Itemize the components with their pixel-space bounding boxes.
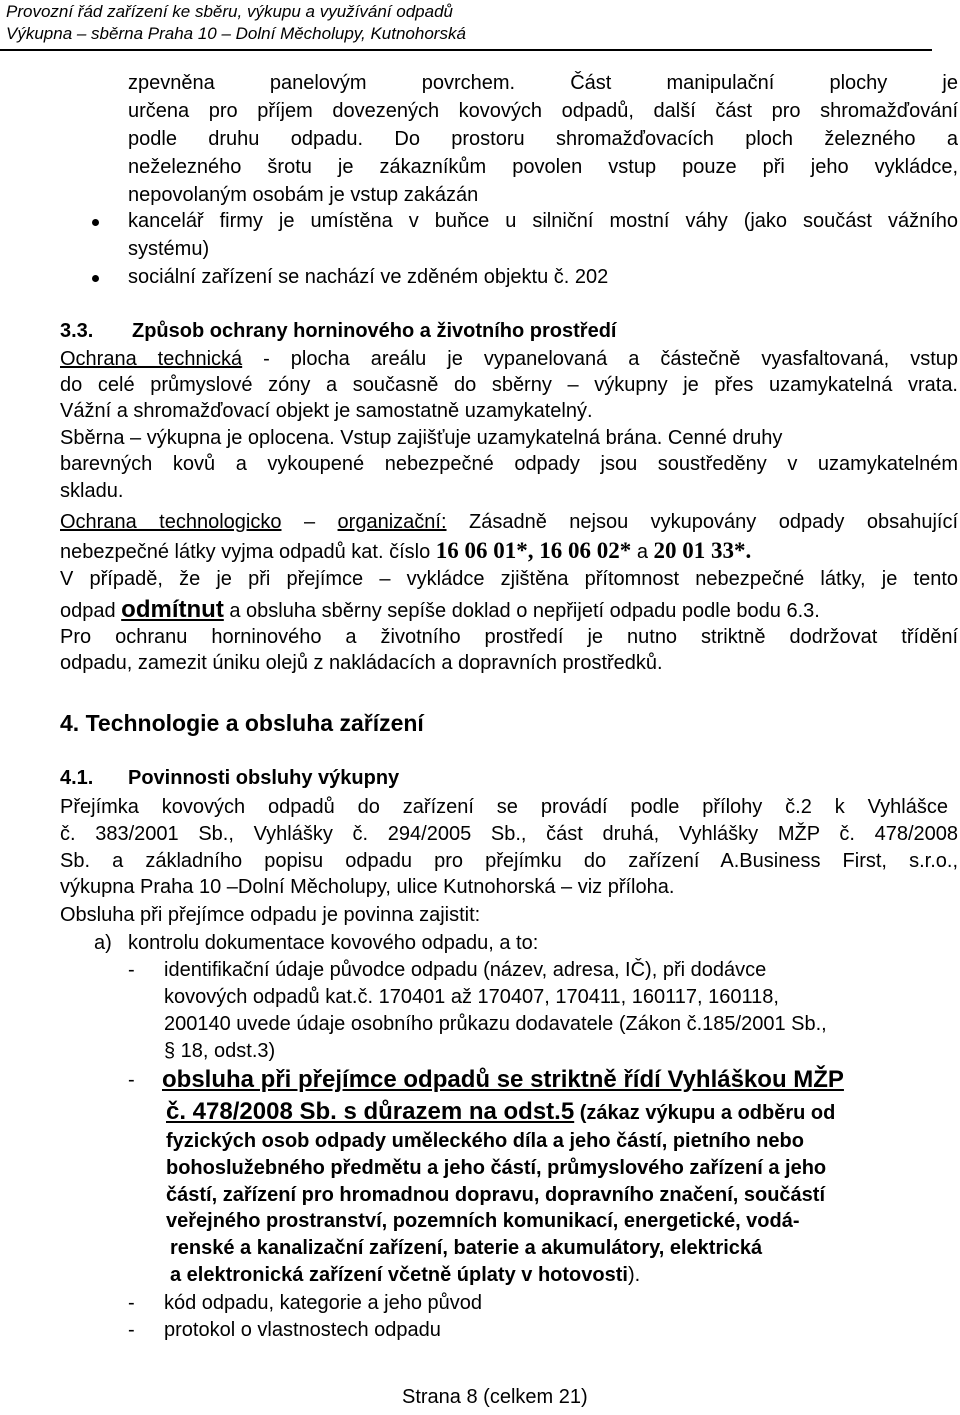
ochrana-technologicko-label: Ochrana technologicko — [60, 511, 282, 533]
section-title: Povinnosti obsluhy výkupny — [128, 767, 400, 789]
bullet-item: kancelář firmy je umístěna v buňce u silniční mostní váhy (jako součást vážního — [128, 210, 958, 232]
sub-item-cont: bohoslužebného předmětu a jeho částí, průmyslového zařízení a jeho — [166, 1157, 827, 1179]
odmitnut-emphasis: odmítnut — [121, 596, 224, 623]
sub-item-cont: částí, zařízení pro hromadnou dopravu, dopravního značení, součástí — [166, 1184, 826, 1206]
intro-line: určena pro příjem dovezených kovových odpadů, další část pro shromažďování — [128, 100, 958, 122]
sub-item: kód odpadu, kategorie a jeho původ — [164, 1292, 483, 1314]
sub-item-cont: kovových odpadů kat.č. 170401 až 170407, 170411, 160117, 160118, — [164, 986, 779, 1008]
sub-item-cont: 200140 uvede údaje osobního průkazu dodavatele (Zákon č.185/2001 Sb., — [164, 1013, 827, 1035]
intro-line: podle druhu odpadu. Do prostoru shromažďovacích ploch železného a — [128, 128, 958, 150]
paragraph-line: barevných kovů a vykoupené nebezpečné odpady jsou soustředěny v uzamykatelném — [60, 453, 958, 475]
paragraph-line: Obsluha při přejímce odpadu je povinna zajistit: — [60, 904, 481, 926]
bullet-icon — [92, 219, 99, 226]
sub-item-cont: renské a kanalizační zařízení, baterie a akumulátory, elektrická — [170, 1237, 763, 1259]
paragraph-line: Ochrana technická - plocha areálu je vypanelovaná a částečně vyasfaltovaná, vstup — [60, 348, 958, 370]
sub-item-cont: č. 478/2008 Sb. s důrazem na odst.5 (zákaz výkupu a odběru od — [166, 1098, 836, 1125]
dash-marker: - — [128, 959, 135, 981]
bullet-icon — [92, 275, 99, 282]
section-title: Způsob ochrany horninového a životního prostředí — [132, 320, 617, 342]
paragraph-line: č. 383/2001 Sb., Vyhlášky č. 294/2005 Sb., část druhá, Vyhlášky MŽP č. 478/2008 — [60, 823, 958, 845]
dash-marker: - — [128, 1319, 135, 1341]
sub-item-cont: § 18, odst.3) — [164, 1040, 276, 1062]
paragraph-line: Sb. a základního popisu odpadu pro přejímku do zařízení A.Business First, s.r.o., — [60, 850, 958, 872]
bullet-item: sociální zařízení se nachází ve zděném objektu č. 202 — [128, 266, 609, 288]
paragraph-line: výkupna Praha 10 –Dolní Měcholupy, ulice Kutnohorská – viz příloha. — [60, 876, 675, 898]
sub-item: identifikační údaje původce odpadu (název, adresa, IČ), při dodávce — [164, 959, 767, 981]
paragraph-line: Ochrana technologicko – organizační: Zásadně nejsou vykupovány odpady obsahující — [60, 511, 958, 533]
chapter-title: 4. Technologie a obsluha zařízení — [60, 710, 424, 736]
intro-line: nepovolaným osobám je vstup zakázán — [128, 184, 479, 206]
header-rule — [0, 49, 932, 51]
paragraph-line: V případě, že je při přejímce – vykládce zjištěna přítomnost nebezpečné látky, je tento — [60, 568, 958, 590]
header-subtitle: Výkupna – sběrna Praha 10 – Dolní Měcholupy, Kutnohorská — [6, 24, 466, 43]
paragraph-line: nebezpečné látky vyjma odpadů kat. číslo 16 06 01*, 16 06 02* a 20 01 33*. — [60, 538, 752, 563]
sub-item-cont: veřejného prostranství, pozemních komunikací, energetické, vodá- — [166, 1210, 800, 1232]
sub-item: protokol o vlastnostech odpadu — [164, 1319, 441, 1341]
sub-item-cont: a elektronická zařízení včetně úplaty v hotovosti). — [170, 1264, 641, 1286]
dash-marker: - — [128, 1292, 135, 1314]
waste-code: 20 01 33*. — [653, 538, 752, 563]
page-number: Strana 8 (celkem 21) — [402, 1386, 588, 1408]
sub-item-cont: fyzických osob odpady uměleckého díla a jeho částí, pietního nebo — [166, 1130, 804, 1152]
intro-line: zpevněna panelovým povrchem. Část manipulační plochy je — [128, 72, 958, 94]
paragraph-line: odpadu, zamezit úniku olejů z nakládacích a dopravních prostředků. — [60, 652, 663, 674]
organizacni-label: organizační: — [337, 511, 447, 533]
paragraph-line: skladu. — [60, 480, 124, 502]
paragraph-line: Vážní a shromažďovací objekt je samostatně uzamykatelný. — [60, 400, 593, 422]
paragraph-line: Pro ochranu horninového a životního prostředí je nutno striktně dodržovat třídění — [60, 626, 958, 648]
emphasis-line: obsluha při přejímce odpadů se striktně řídí Vyhláškou MŽP — [162, 1066, 844, 1093]
waste-codes: 16 06 01*, 16 06 02* — [435, 538, 632, 563]
bullet-item-cont: systému) — [128, 238, 210, 260]
list-item: kontrolu dokumentace kovového odpadu, a to: — [128, 932, 539, 954]
emphasis-line: č. 478/2008 Sb. s důrazem na odst.5 — [166, 1098, 575, 1125]
dash-marker: - — [128, 1069, 135, 1091]
paragraph-line: odpad odmítnut a obsluha sběrny sepíše doklad o nepřijetí odpadu podle bodu 6.3. — [60, 596, 820, 623]
paragraph-line: Sběrna – výkupna je oplocena. Vstup zajišťuje uzamykatelná brána. Cenné druhy — [60, 427, 783, 449]
intro-line: neželezného šrotu je zákazníkům povolen vstup pouze při jeho vykládce, — [128, 156, 958, 178]
section-number: 3.3. — [60, 320, 94, 342]
ochrana-technicka-label: Ochrana technická — [60, 348, 243, 370]
section-number: 4.1. — [60, 767, 94, 789]
list-marker: a) — [94, 932, 112, 954]
paragraph-line: Přejímka kovových odpadů do zařízení se provádí podle přílohy č.2 k Vyhlášce — [60, 796, 948, 818]
header-title: Provozní řád zařízení ke sběru, výkupu a využívání odpadů — [6, 2, 453, 21]
paragraph-line: do celé průmyslové zóny a současně do sběrny – výkupny je přes uzamykatelná vrata. — [60, 374, 958, 396]
